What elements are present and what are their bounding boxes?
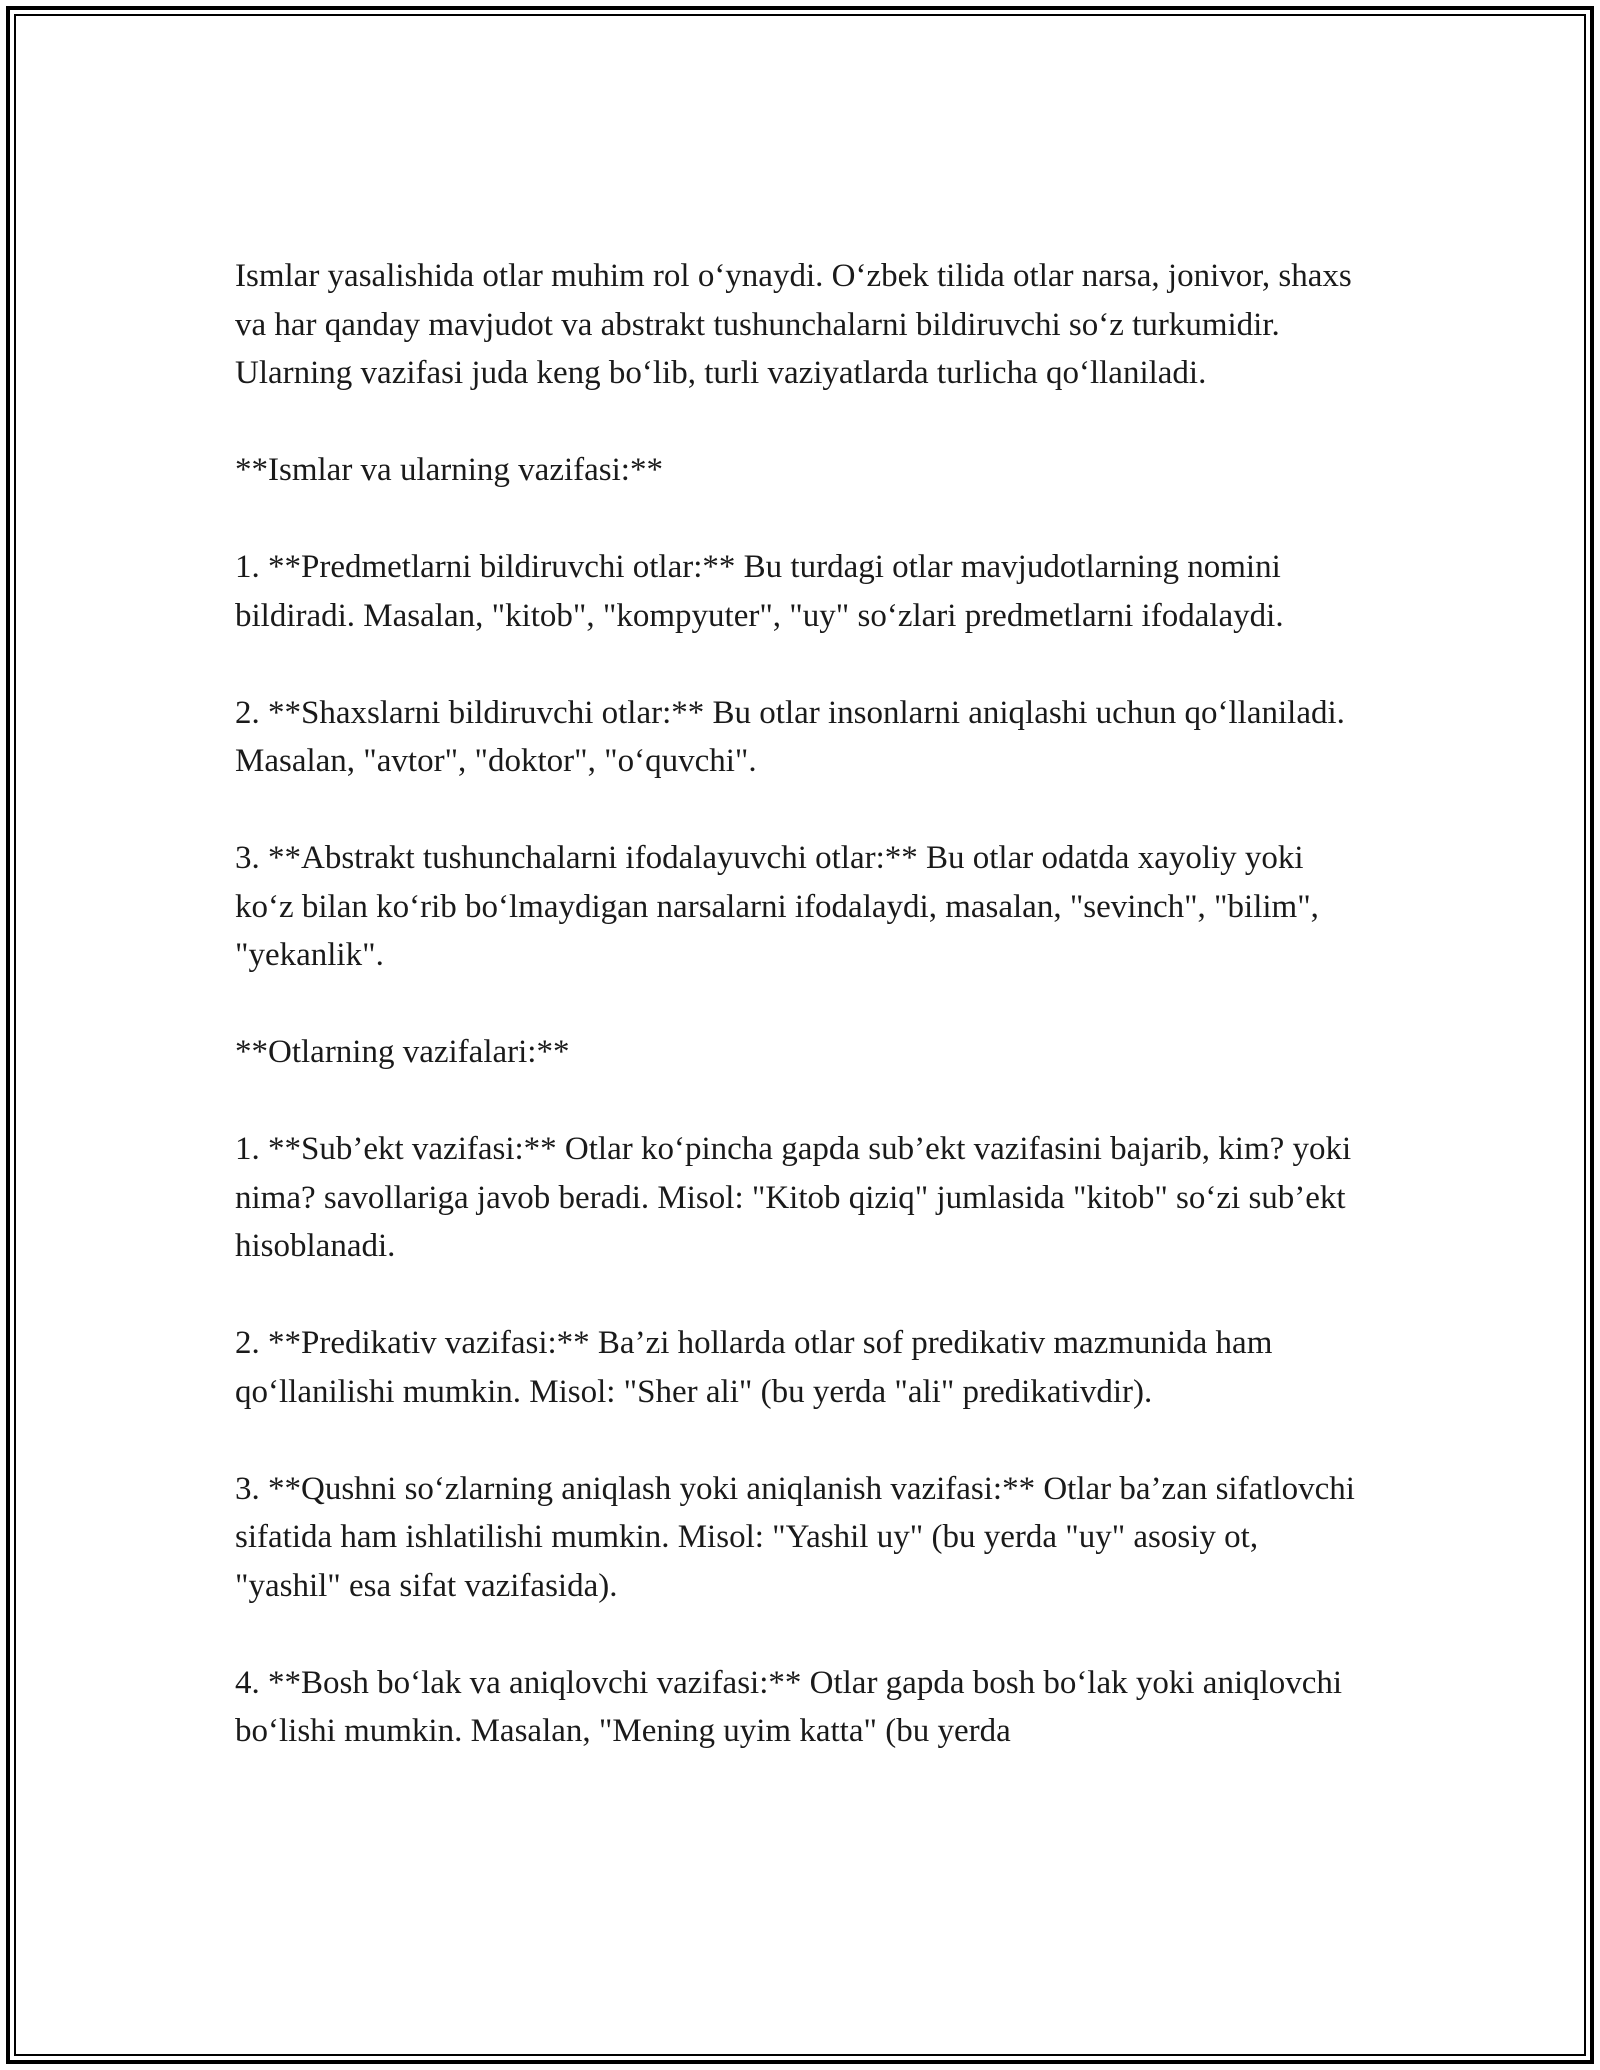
section-heading-vazifalar: **Otlarning vazifalari:** [235,1034,570,1070]
intro-paragraph: Ismlar yasalishida otlar muhim rol o‘ynaydi. O‘zbek tilida otlar narsa, jonivor, shaxs va har qanday mavjudot va abstrakt tushunchalarni bildiruvchi so‘z turkumidir. Ularning vazifasi juda keng bo‘lib, turli vaziyatlarda turlicha qo‘llaniladi. [235,258,1352,391]
list-item-abstrakt: 3. **Abstrakt tushunchalarni ifodalayuvchi otlar:** Bu otlar odatda xayoliy yoki ko‘z bilan ko‘rib bo‘lmaydigan narsalarni ifodalaydi, masalan, "sevinch", "bilim", "yekanlik". [235,840,1319,973]
document-body [235,252,1365,1756]
list-item-predmet: 1. **Predmetlarni bildiruvchi otlar:** Bu turdagi otlar mavjudotlarning nomini bildiradi. Masalan, "kitob", "kompyuter", "uy" so‘zlari predmetlarni ifodalaydi. [235,549,1284,634]
list-item-aniqlash: 3. **Qushni so‘zlarning aniqlash yoki aniqlanish vazifasi:** Otlar ba’zan sifatlovchi sifatida ham ishlatilishi mumkin. Misol: "Yashil uy" (bu yerda "uy" asosiy ot, "yashil" esa sifat vazifasida). [235,1470,1355,1604]
list-item-predikativ: 2. **Predikativ vazifasi:** Ba’zi hollarda otlar sof predikativ mazmunida ham qo‘llanilishi mumkin. Misol: "Sher ali" (bu yerda "ali" predikativdir). [235,1325,1273,1410]
section-heading-ismlar: **Ismlar va ularning vazifasi:** [235,452,663,488]
list-item-subekt: 1. **Sub’ekt vazifasi:** Otlar ko‘pincha gapda sub’ekt vazifasini bajarib, kim? yoki nima? savollariga javob beradi. Misol: "Kitob qiziq" jumlasida "kitob" so‘zi sub’ekt hisoblanadi. [235,1131,1352,1264]
list-item-shaxs: 2. **Shaxslarni bildiruvchi otlar:** Bu otlar insonlarni aniqlashi uchun qo‘llaniladi. Masalan, "avtor", "doktor", "o‘quvchi". [235,694,1345,779]
list-item-bosh-bolak: 4. **Bosh bo‘lak va aniqlovchi vazifasi:** Otlar gapda bosh bo‘lak yoki aniqlovchi bo‘lishi mumkin. Masalan, "Mening uyim katta" (bu yerda [235,1664,1343,1749]
